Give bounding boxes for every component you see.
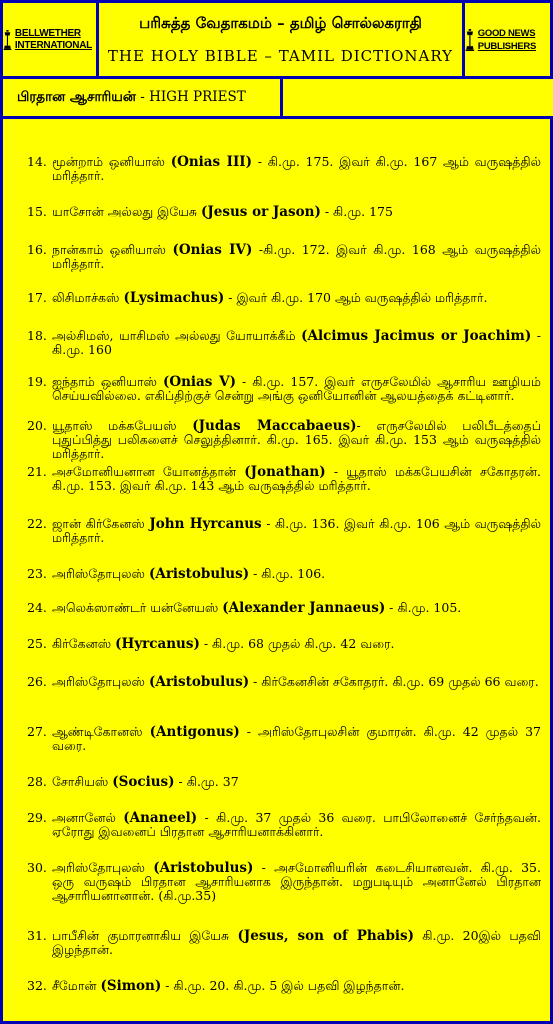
item-number: 27. [27, 724, 47, 739]
list-item [27, 725, 541, 753]
item-text [52, 465, 541, 493]
subject-box [0, 76, 283, 119]
item-number: 15. [27, 204, 47, 219]
item-english-name: John Hyrcanus [149, 516, 262, 532]
item-description: - கி.மு. 37 முதல் 36 வரை. பாபிலோனைச் சேர்ந்தவன். ஏரோது இவனைப் பிரதான ஆசாரியனாக்கினார். [52, 810, 541, 839]
item-text [52, 205, 541, 219]
item-description: - கி.மு. 20. கி.மு. 5 இல் பதவி இழந்தான். [161, 978, 405, 993]
item-text [52, 329, 541, 357]
item-english-name: (Aristobulus) [148, 674, 250, 690]
item-number: 31. [27, 928, 47, 943]
item-description: - கி.மு. 37 [174, 774, 239, 789]
item-english-name: (Aristobulus) [148, 566, 250, 582]
item-english-name: (Jesus, son of Phabis) [237, 928, 415, 944]
list-item [27, 601, 541, 615]
item-number: 18. [27, 328, 47, 343]
bellwether-logo-text: BELLWETHER INTERNATIONAL [14, 27, 92, 51]
item-text [52, 155, 541, 183]
item-text [52, 517, 541, 545]
item-tamil-name: அலெக்ஸாண்டர் யன்னேயஸ் [52, 600, 223, 615]
item-tamil-name: அல்சிமஸ், யாசிமஸ் அல்லது யோயாக்கீம் [52, 328, 302, 343]
list-item [27, 419, 541, 461]
content-box [0, 116, 553, 1024]
item-tamil-name: சோசியஸ் [52, 774, 113, 789]
item-english-name: (Onias IV) [172, 242, 253, 258]
item-english-name: (Alcimus Jacimus or Joachim) [301, 328, 532, 344]
item-tamil-name: அரிஸ்தோபுலஸ் [52, 860, 154, 875]
item-english-name: (Socius) [112, 774, 175, 790]
item-number: 28. [27, 774, 47, 789]
item-english-name: (Aristobulus) [153, 860, 254, 876]
list-item [27, 329, 541, 357]
list-item [27, 861, 541, 903]
item-english-name: (Simon) [100, 978, 162, 994]
item-description: - கி.மு. 106. [249, 566, 326, 581]
item-description: - எருசலேமில் பலிபீடத்தைப் புதுப்பித்து பலிகளைச் செலுத்தினார். கி.மு. 165. இவர் கி.மு. 153 ஆம் வருஷத்தில் மரித்தார். [52, 418, 541, 461]
item-tamil-name: ஆண்டிகோனஸ் [52, 724, 150, 739]
item-number: 29. [27, 810, 47, 825]
list-item [27, 811, 541, 839]
list-item [27, 979, 541, 993]
item-english-name: (Lysimachus) [123, 290, 225, 306]
item-text [52, 725, 541, 753]
item-english-name: (Jesus or Jason) [201, 204, 321, 220]
item-text [52, 243, 541, 271]
subject-tamil: பிரதான ஆசாரியன் [17, 89, 136, 105]
dictionary-title-english: THE HOLY BIBLE – TAMIL DICTIONARY [107, 47, 454, 65]
good-news-logo-box [462, 0, 553, 79]
item-tamil-name: அரிஸ்தோபுலஸ் [52, 674, 149, 689]
item-description: கி.மு. 20இல் பதவி இழந்தான். [52, 928, 541, 957]
list-item [27, 243, 541, 271]
subject-heading [17, 89, 246, 107]
item-number: 24. [27, 600, 47, 615]
item-description: - அரிஸ்தோபுலசின் குமாரன். கி.மு. 42 முதல் 37 வரை. [52, 724, 541, 753]
item-english-name: (Jonathan) [244, 464, 326, 480]
item-tamil-name: பாபீசின் குமாரனாகிய இயேசு [52, 928, 238, 943]
item-english-name: (Antigonus) [149, 724, 240, 740]
good-news-logo-text: GOOD NEWS PUBLISHERS [477, 27, 537, 52]
item-tamil-name: லிசிமாச்கஸ் [52, 290, 124, 305]
item-tamil-name: ஐந்தாம் ஒனியாஸ் [52, 374, 163, 389]
item-text [52, 601, 541, 615]
item-text [52, 291, 541, 305]
list-item [27, 465, 541, 493]
item-description: - அசமோனியரின் கடைசியானவன். கி.மு. 35. ஒரு வருஷம் பிரதான ஆசாரியனாக இருந்தான். மறுபடியும் அனானேல் பிரதான ஆசாரியனானான். (கி.மு.35) [52, 860, 541, 903]
item-tamil-name: அனானேல் [52, 810, 124, 825]
item-text [52, 979, 541, 993]
item-number: 25. [27, 636, 47, 651]
item-description: - கி.மு. 68 முதல் கி.மு. 42 வரை. [199, 636, 395, 651]
item-description: - கி.மு. 105. [385, 600, 462, 615]
list-item [27, 517, 541, 545]
item-number: 16. [27, 242, 47, 257]
bellwether-logo [3, 3, 96, 76]
item-tamil-name: அசமோனியனான யோனத்தான் [52, 464, 245, 479]
item-description: - இவர் கி.மு. 170 ஆம் வருஷத்தில் மரித்தார். [224, 290, 488, 305]
item-english-name: (Ananeel) [123, 810, 198, 826]
item-description: - கி.மு. 175. இவர் கி.மு. 167 ஆம் வருஷத்தில் மரித்தார். [52, 154, 541, 183]
item-number: 23. [27, 566, 47, 581]
item-english-name: (Hyrcanus) [115, 636, 200, 652]
item-text [52, 929, 541, 957]
bellwether-logo-box [0, 0, 99, 79]
item-number: 22. [27, 516, 47, 531]
item-text [52, 861, 541, 903]
dictionary-title-tamil: பரிசுத்த வேதாகமம் – தமிழ் சொல்லகராதி [139, 14, 422, 32]
lamp-icon [465, 20, 475, 60]
item-tamil-name: சீமோன் [52, 978, 101, 993]
item-english-name: (Onias III) [170, 154, 252, 170]
list-item [27, 205, 541, 219]
list-item [27, 155, 541, 183]
item-description: - யூதாஸ் மக்கபேயசின் சகோதரன். கி.மு. 153. இவர் கி.மு. 143 ஆம் வருஷத்தில் மரித்தார். [52, 464, 541, 493]
list-item [27, 637, 541, 651]
title-box [96, 0, 465, 79]
item-number: 17. [27, 290, 47, 305]
item-english-name: (Alexander Jannaeus) [222, 600, 386, 616]
item-number: 26. [27, 674, 47, 689]
item-description: -கி.மு. 172. இவர் கி.மு. 168 ஆம் வருஷத்தில் மரித்தார். [52, 242, 541, 271]
item-description: - கி.மு. 157. இவர் எருசலேமில் ஆசாரிய ஊழியம் செய்யவில்லை. எகிப்திற்குச் சென்று அங்கு ஒனியோனின் ஆலயத்தைக் கட்டினார். [52, 374, 541, 403]
item-tamil-name: அரிஸ்தோபுலஸ் [52, 566, 149, 581]
item-number: 20. [27, 418, 47, 433]
item-text [52, 811, 541, 839]
item-number: 19. [27, 374, 47, 389]
lamp-icon [3, 20, 12, 60]
item-description: - கிர்கேனசின் சகோதரர். கி.மு. 69 முதல் 66 வரை. [249, 674, 539, 689]
item-tamil-name: கிர்கேனஸ் [52, 636, 116, 651]
item-tamil-name: யாசோன் அல்லது இயேசு [52, 204, 202, 219]
list-item [27, 567, 541, 581]
list-item [27, 775, 541, 789]
item-text [52, 775, 541, 789]
item-number: 21. [27, 464, 47, 479]
subject-english: - HIGH PRIEST [135, 89, 246, 105]
good-news-logo [465, 3, 550, 76]
item-number: 30. [27, 860, 47, 875]
list-item [27, 291, 541, 305]
item-tamil-name: ஜான் கிர்கேனஸ் [52, 516, 150, 531]
item-description: - கி.மு. 160 [52, 328, 541, 357]
list-item [27, 929, 541, 957]
item-tamil-name: யூதாஸ் மக்கபேயஸ் [52, 418, 193, 433]
item-tamil-name: மூன்றாம் ஒனியாஸ் [52, 154, 171, 169]
item-english-name: (Judas Maccabaeus) [192, 418, 357, 434]
item-text [52, 419, 541, 461]
item-text [52, 675, 541, 689]
list-item [27, 375, 541, 403]
item-number: 14. [27, 154, 47, 169]
item-number: 32. [27, 978, 47, 993]
item-tamil-name: நான்காம் ஒனியாஸ் [52, 242, 173, 257]
item-text [52, 637, 541, 651]
item-description: - கி.மு. 175 [320, 204, 393, 219]
item-text [52, 375, 541, 403]
item-english-name: (Onias V) [162, 374, 237, 390]
item-text [52, 567, 541, 581]
list-item [27, 675, 541, 689]
item-description: - கி.மு. 136. இவர் கி.மு. 106 ஆம் வருஷத்தில் மரித்தார். [52, 516, 542, 545]
